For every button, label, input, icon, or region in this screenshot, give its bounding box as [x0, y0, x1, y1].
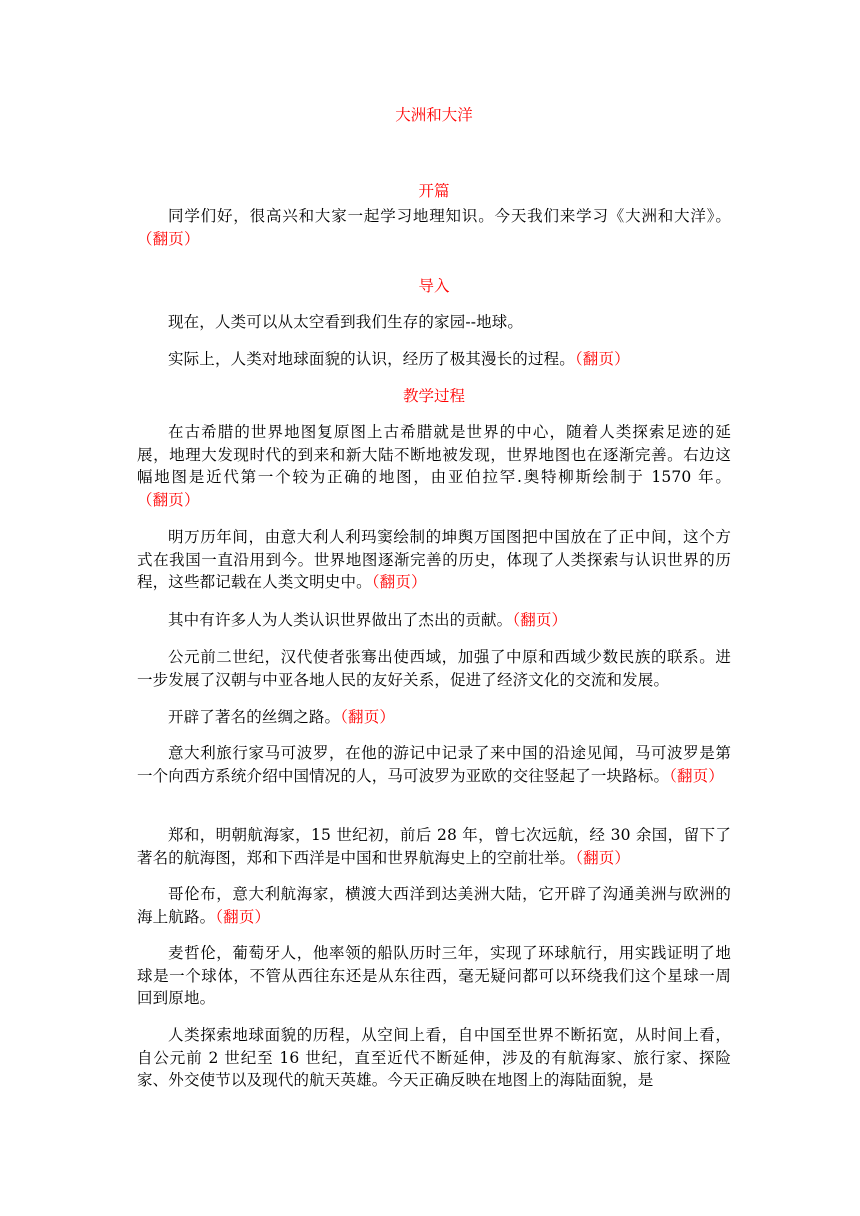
page-turn-note: （翻页）: [340, 708, 396, 726]
paragraph-process-2: [137, 526, 731, 594]
paragraph-process-7: [137, 824, 731, 869]
section-heading-opening: 开篇: [418, 182, 450, 200]
paragraph-text: 郑和，明朝航海家，15 世纪初，前后 28 年，曾七次远航，经 30 余国，留下了著名的航海图，郑和下西洋是中国和世界航海史上的空前壮举。: [137, 826, 731, 867]
document-title: 大洲和大洋: [395, 106, 473, 124]
page-turn-note: （翻页）: [575, 848, 631, 867]
paragraph-text: 在古希腊的世界地图复原图上古希腊就是世界的中心，随着人类探索足迹的延展，地理大发现时代的到来和新大陆不断地被发现，世界地图也在逐渐完善。右边这幅地图是近代第一个较为正确的地图，由亚伯拉罕.奥特柳斯绘制于 1570 年。: [137, 423, 731, 486]
paragraph-process-1: [137, 421, 731, 511]
paragraph-intro-1: [137, 311, 731, 334]
paragraph-text: 实际上，人类对地球面貌的认识，经历了极其漫长的过程。: [168, 350, 575, 368]
paragraph-process-5: [137, 706, 731, 729]
paragraph-process-4: [137, 646, 731, 691]
paragraph-process-8: [137, 883, 731, 928]
paragraph-process-9: [137, 942, 731, 1010]
paragraph-process-3: [137, 609, 731, 632]
section-heading-intro: 导入: [418, 277, 450, 295]
paragraph-text: 意大利旅行家马可波罗，在他的游记中记录了来中国的沿途见闻，马可波罗是第一个向西方系统介绍中国情况的人，马可波罗为亚欧的交往竖起了一块路标。: [137, 744, 731, 785]
paragraph-intro-2: [137, 348, 731, 371]
section-heading-process: 教学过程: [402, 387, 465, 405]
page-turn-note: （翻页）: [669, 766, 724, 785]
page-turn-note: （翻页）: [371, 573, 427, 591]
paragraph-text: 同学们好，很高兴和大家一起学习地理知识。今天我们来学习《大洲和大洋》。: [168, 207, 731, 225]
paragraph-process-10: [137, 1024, 731, 1092]
paragraph-text: 开辟了著名的丝绸之路。: [168, 708, 341, 726]
page-turn-note: （翻页）: [215, 907, 271, 926]
paragraph-text: 哥伦布，意大利航海家，横渡大西洋到达美洲大陆，它开辟了沟通美洲与欧洲的海上航路。: [137, 885, 731, 926]
page-turn-note: （翻页）: [574, 350, 630, 368]
paragraph-text: 公元前二世纪，汉代使者张骞出使西域，加强了中原和西域少数民族的联系。进一步发展了汉朝与中亚各地人民的友好关系，促进了经济文化的交流和发展。: [137, 648, 731, 689]
paragraph-opening-1: [137, 205, 731, 250]
paragraph-text: 现在，人类可以从太空看到我们生存的家园--地球。: [168, 313, 524, 331]
page-turn-note: （翻页）: [512, 611, 568, 629]
page-turn-note: （翻页）: [137, 490, 200, 509]
paragraph-text: 麦哲伦，葡萄牙人，他率领的船队历时三年，实现了环球航行，用实践证明了地球是一个球体，不管从西往东还是从东往西，毫无疑问都可以环绕我们这个星球一周回到原地。: [137, 944, 731, 1007]
page-turn-note: （翻页）: [137, 229, 200, 248]
paragraph-process-6: [137, 742, 731, 787]
paragraph-text: 明万历年间，由意大利人利玛窦绘制的坤舆万国图把中国放在了正中间，这个方式在我国一直沿用到今。世界地图逐渐完善的历史，体现了人类探索与认识世界的历程，这些都记载在人类文明史中。: [137, 528, 731, 591]
paragraph-text: 人类探索地球面貌的历程，从空间上看，自中国至世界不断拓宽，从时间上看，自公元前 2 世纪至 16 世纪，直至近代不断延伸，涉及的有航海家、旅行家、探险家、外交使节以及现代的航天英雄。今天正确反映在地图上的海陆面貌，是: [137, 1026, 731, 1089]
paragraph-text: 其中有许多人为人类认识世界做出了杰出的贡献。: [168, 611, 513, 629]
